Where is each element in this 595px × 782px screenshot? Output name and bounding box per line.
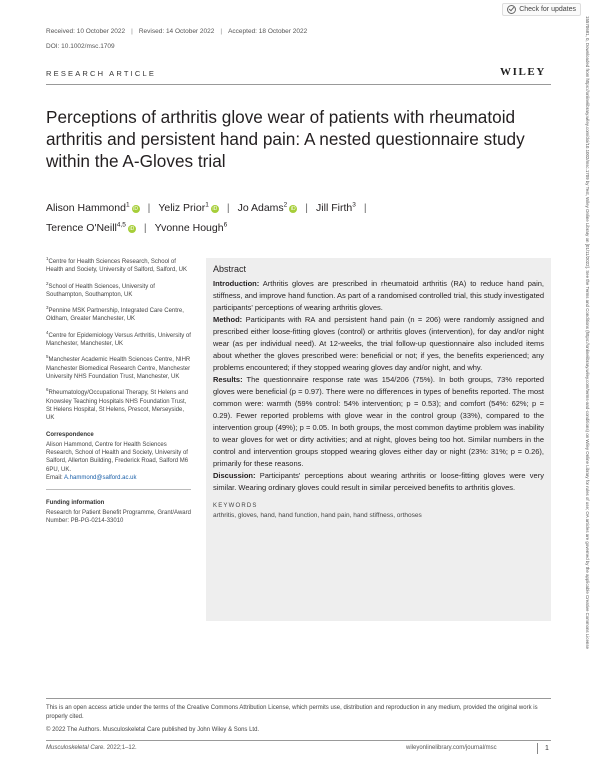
copyright-text: © 2022 The Authors. Musculoskeletal Care published by John Wiley & Sons Ltd. — [46, 727, 260, 733]
email-link[interactable]: A.hammond@salford.ac.uk — [64, 474, 137, 481]
author[interactable]: Jill Firth$^3$ — [316, 201, 356, 214]
correspondence-email: Email: A.hammond@salford.ac.uk — [46, 474, 137, 481]
page-number: 1 — [545, 745, 549, 752]
keywords: arthritis, gloves, hand, hand function, hand pain, hand stiffness, orthoses — [213, 512, 422, 519]
correspondence-heading: Correspondence — [46, 432, 94, 439]
affiliation: $^3$Pennine MSK Partnership, Integrated Care Centre, Oldham, Greater Manchester, UK — [46, 305, 184, 323]
publisher-logo: WILEY — [500, 66, 546, 78]
abstract-heading: Abstract — [213, 264, 247, 274]
author[interactable]: Yvonne Hough$^6$ — [154, 221, 228, 234]
footer-separator — [537, 743, 538, 754]
correspondence-text: Alison Hammond, Centre for Health Sciences Research, School of Health and Society, University of Salford, Allerton Building, Frederick Road, Salford M6 6PU, UK. — [46, 441, 189, 473]
abstract-introduction: Introduction: Arthritis gloves are prescribed in rheumatoid arthritis (RA) to reduce hand pain, stiffness, and improve hand function. As part of a randomised controlled trial, this study investigated participants' perceptions of wearing arthritis gloves. — [213, 279, 545, 312]
orcid-icon[interactable]: iD — [290, 205, 296, 212]
abstract-results: Results: The questionnaire response rate was 154/206 (75%). In both groups, 73% reported gloves were beneficial (p = 0.97). There were no differences in types of benefits reported. The most common were: warmth (59% control: 54% intervention; p = 0.53); and comfort (54%: 62%; p = 0.29). Fewer reported problems with glove wear in the control group (33%), compared to the intervention group (49%); p = 0.05. In both groups, the most common daytime problem was inability to wear gloves for wet or dirty activities; and at night, gloves being too hot. Similar numbers in the control and intervention groups stopped wearing gloves either day or night (23%: 31%; p = 0.26), primarily for these reasons. — [213, 375, 544, 468]
author[interactable]: Alison Hammond$^1$iD — [46, 201, 138, 214]
license-text: This is an open access article under the terms of the Creative Commons Attribution License, which permits use, distribution and reproduction in any medium, provided the original work is properly cited. — [46, 705, 538, 720]
download-side-note: 15570681, 0, Downloaded from https://onlinelibrary.wiley.com/doi/10.1002/msc.1709 by Test, Wiley Online Library on [01/11/2022]. See the Terms and Conditions (https://onlinelibrary.wiley.com/terms-and-conditions) on Wiley Online Library for rules of use; OA articles are governed by the applicable Creative Commons License — [585, 16, 590, 649]
orcid-icon[interactable]: iD — [212, 205, 218, 212]
check-updates-label: Check for updates — [519, 6, 576, 13]
keywords-heading: KEYWORDS — [213, 503, 258, 509]
accepted-date: Accepted: 18 October 2022 — [228, 28, 308, 35]
abstract-box — [206, 258, 551, 621]
funding-text: Research for Patient Benefit Programme, Grant/Award Number: PB-PG-0214-33010 — [46, 509, 191, 524]
affiliation: $^4$Centre for Epidemiology Versus Arthritis, University of Manchester, Manchester, UK — [46, 329, 191, 348]
date-separator: | — [131, 28, 133, 35]
journal-name: Musculoskeletal Care. — [46, 745, 106, 751]
article-dates — [46, 28, 307, 35]
abstract-method: Method: Participants with RA and persistent hand pain (n = 206) were randomly assigned and prescribed either loose-fitting gloves (control) or arthritis gloves (intervention), for day and/or night wear (as per individual need). At 12-weeks, the trial follow-up questionnaire also included items about whether the gloves prescribed were: beneficial or not; if yes, the benefits experienced; any problems encountered; if they stopped wearing gloves day and/or night, and why. — [213, 315, 544, 372]
citation-info: 2022;1–12. — [105, 745, 137, 751]
affiliation: $^1$Centre for Health Sciences Research, School of Health and Society, University of Salford, Salford, UK — [46, 256, 187, 274]
orcid-icon[interactable]: iD — [129, 226, 135, 232]
date-separator: | — [220, 28, 223, 35]
funding-heading: Funding information — [46, 500, 105, 507]
author[interactable]: Jo Adams$^2$iD — [237, 201, 296, 214]
received-date: Received: 10 October 2022 — [46, 28, 126, 35]
check-updates-icon — [507, 5, 516, 14]
check-for-updates-button[interactable] — [502, 3, 581, 16]
doi[interactable]: DOI: 10.1002/msc.1709 — [46, 43, 115, 50]
author[interactable]: Terence O'Neill$^{4,5}$iD — [46, 221, 135, 234]
author[interactable]: Yeliz Prior$^1$iD — [158, 201, 218, 214]
header-divider — [46, 84, 551, 85]
footer-citation — [46, 745, 137, 751]
abstract-discussion: Discussion: Participants' perceptions about wearing arthritis or loose-fitting gloves were very similar. Wearing ordinary gloves could result in similar perceived benefits to arthritis gloves. — [213, 471, 544, 492]
affiliation: $^6$Rheumatology/Occupational Therapy, St Helens and Knowsley Teaching Hospitals NHS Foundation Trust, St Helens Hospital, St Helens, Prescot, Merseyside, UK — [46, 387, 189, 422]
article-title: Perceptions of arthritis glove wear of patients with rheumatoid arthritis and persistent hand pain: A nested questionnaire study within the A-Gloves trial — [46, 107, 525, 171]
section-label: RESEARCH ARTICLE — [46, 69, 157, 78]
sidebar — [46, 255, 191, 525]
orcid-icon[interactable]: iD — [133, 205, 138, 212]
sidebar-divider — [46, 489, 191, 490]
journal-url[interactable]: wileyonlinelibrary.com/journal/msc — [406, 745, 497, 751]
license-divider — [46, 698, 551, 699]
footer-divider — [46, 740, 551, 741]
author-list: Alison Hammond$^1$iD | Yeliz Prior$^1$iD | Jo Adams$^2$iD | Jill Firth$^3$ | Terence O'Neill$^{4,5}$iD | Yvonne Hough$^6$ — [46, 201, 367, 234]
affiliation: $^2$School of Health Sciences, University of Southampton, Southampton, UK — [46, 280, 155, 298]
revised-date: Revised: 14 October 2022 — [138, 28, 215, 35]
affiliation: $^5$Manchester Academic Health Sciences Centre, NIHR Manchester Biomedical Research Centre, Manchester University NHS Foundation Trust, Manchester, UK — [46, 354, 191, 380]
